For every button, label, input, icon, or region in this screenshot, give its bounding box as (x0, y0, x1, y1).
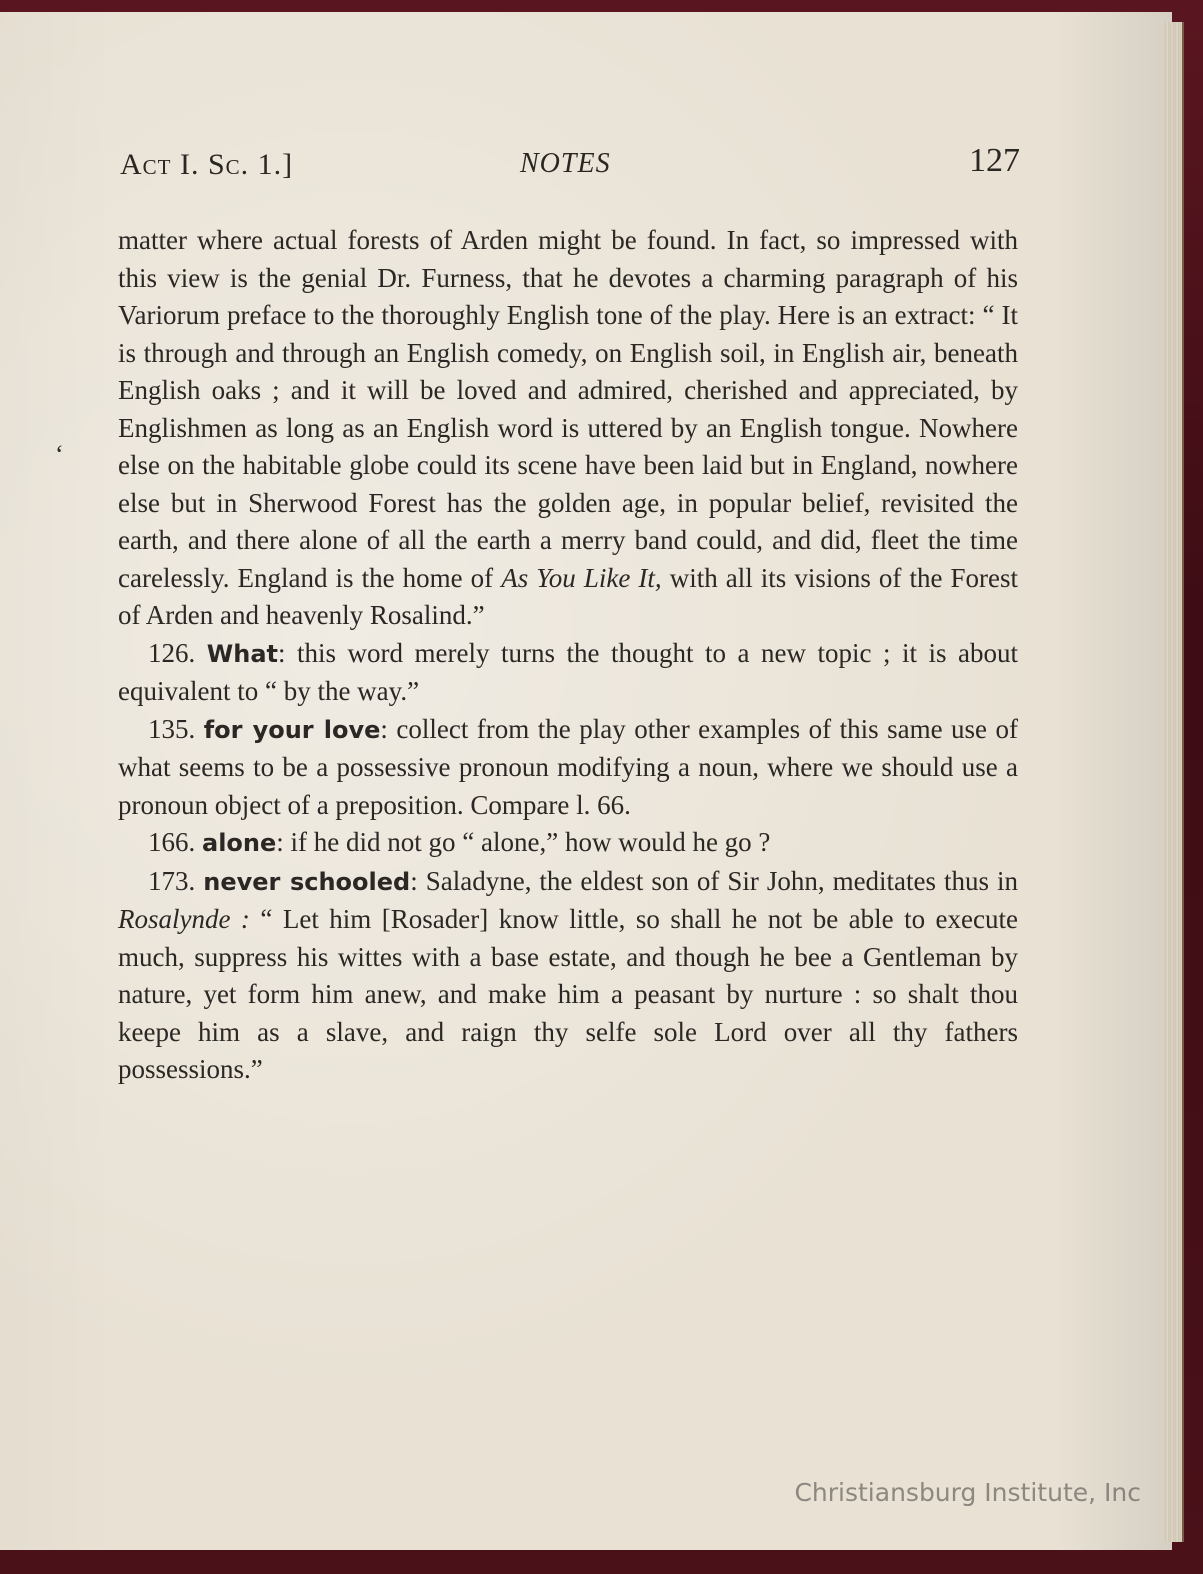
line-number: 166. (148, 827, 196, 857)
note-135 (118, 711, 1018, 825)
note-text: : Saladyne, the eldest son of Sir John, meditates thus in (410, 865, 1019, 896)
paragraph-continuation: matter where actual forests of Arden might be found. In fact, so impressed with this view is the genial Dr. Furness, that he devotes a charming paragraph of his Variorum preface to the thoroughly English tone of the play. Here is an extract: “ It is through and through an English comedy, on English soil, in English air, beneath English oaks ; and it will be loved and admired, cherished and appreciated, by Englishmen as long as an English word is uttered by an English tongue. Nowhere else on the habitable globe could its scene have been laid but in England, nowhere else but in Sherwood Forest has the golden age, in popular belief, revisited the earth, and there alone of all the earth a merry band could, and did, fleet the time carelessly. England is the home of As You Like It, with all its visions of the Forest of Arden and heavenly Rosalind.” (118, 225, 1019, 630)
page-header (120, 140, 1020, 190)
margin-pencil-mark: ‘ (55, 440, 64, 469)
note-166 (118, 824, 1018, 863)
note-lemma: for your love (203, 715, 381, 744)
section-title: NOTES (520, 148, 611, 179)
line-number: 135. (148, 713, 196, 744)
note-173 (118, 863, 1018, 1089)
play-title: As You Like It, (501, 562, 662, 593)
note-lemma: What (206, 639, 278, 668)
note-text: : collect from the play other examples of this same use of what seems to be a possessive pronoun modifying a noun, where we should use a pronoun object of a preposition. Compare l. 66. (118, 713, 1019, 820)
note-text: : this word merely turns the thought to a new topic ; it is about equivalent to “ by the way.” (118, 637, 1019, 706)
running-head: Act I. Sc. 1.] (120, 148, 294, 181)
note-126 (118, 635, 1018, 711)
page-edges (1164, 22, 1184, 1542)
line-number: 173. (148, 865, 196, 896)
body-text (118, 222, 1018, 1089)
quotation: “ Let him [Rosader] know little, so shall he not be able to execute much, suppress his wittes with a base estate, and though he bee a Gentleman by nature, yet form him anew, and make him a peasant by nurture : so shalt thou keepe him as a slave, and raign thy selfe sole Lord over all thy fathers possessions.” (118, 904, 1018, 1084)
work-title: Rosalynde : (118, 904, 250, 934)
line-number: 126. (148, 637, 196, 668)
note-lemma: never schooled (203, 867, 411, 896)
watermark: Christiansburg Institute, Inc (794, 1478, 1141, 1507)
page-number: 127 (969, 142, 1020, 179)
note-lemma: alone (202, 829, 277, 857)
note-text: : if he did not go “ alone,” how would he go ? (276, 827, 771, 857)
